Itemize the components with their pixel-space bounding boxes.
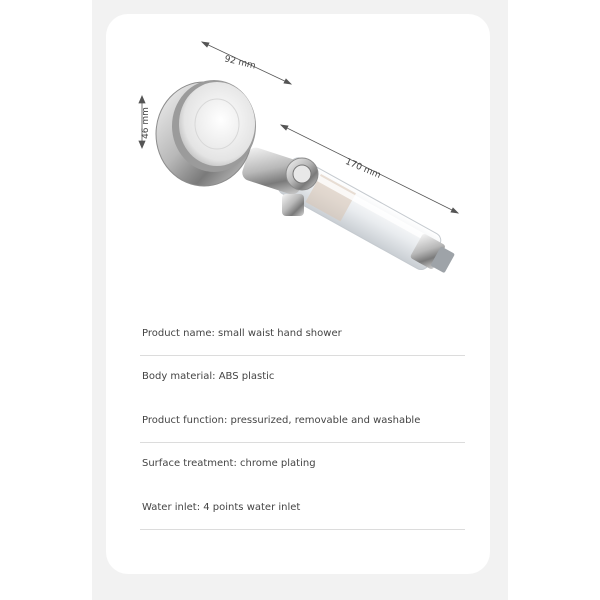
spec-list [140, 312, 465, 530]
spec-row-body-material [140, 356, 465, 400]
width-dimension-label: 92 mm [223, 54, 257, 72]
spec-text: Water inlet: 4 points water inlet [142, 501, 301, 513]
spec-row-surface-treatment [140, 443, 465, 487]
spec-row-product-name [140, 312, 465, 356]
spec-text: Surface treatment: chrome plating [142, 458, 316, 470]
spec-text: Product function: pressurized, removable and washable [142, 414, 421, 426]
hand-shower-illustration [106, 14, 490, 304]
product-card [106, 14, 490, 574]
length-dimension-label: 170 mm [343, 157, 383, 181]
spec-row-product-function [140, 399, 465, 443]
shower-head [156, 80, 256, 186]
product-image [106, 14, 490, 304]
spec-row-water-inlet [140, 486, 465, 530]
height-dimension-label: 46 mm [140, 107, 151, 139]
spec-text: Product name: small waist hand shower [142, 327, 342, 339]
spec-text: Body material: ABS plastic [142, 371, 275, 383]
